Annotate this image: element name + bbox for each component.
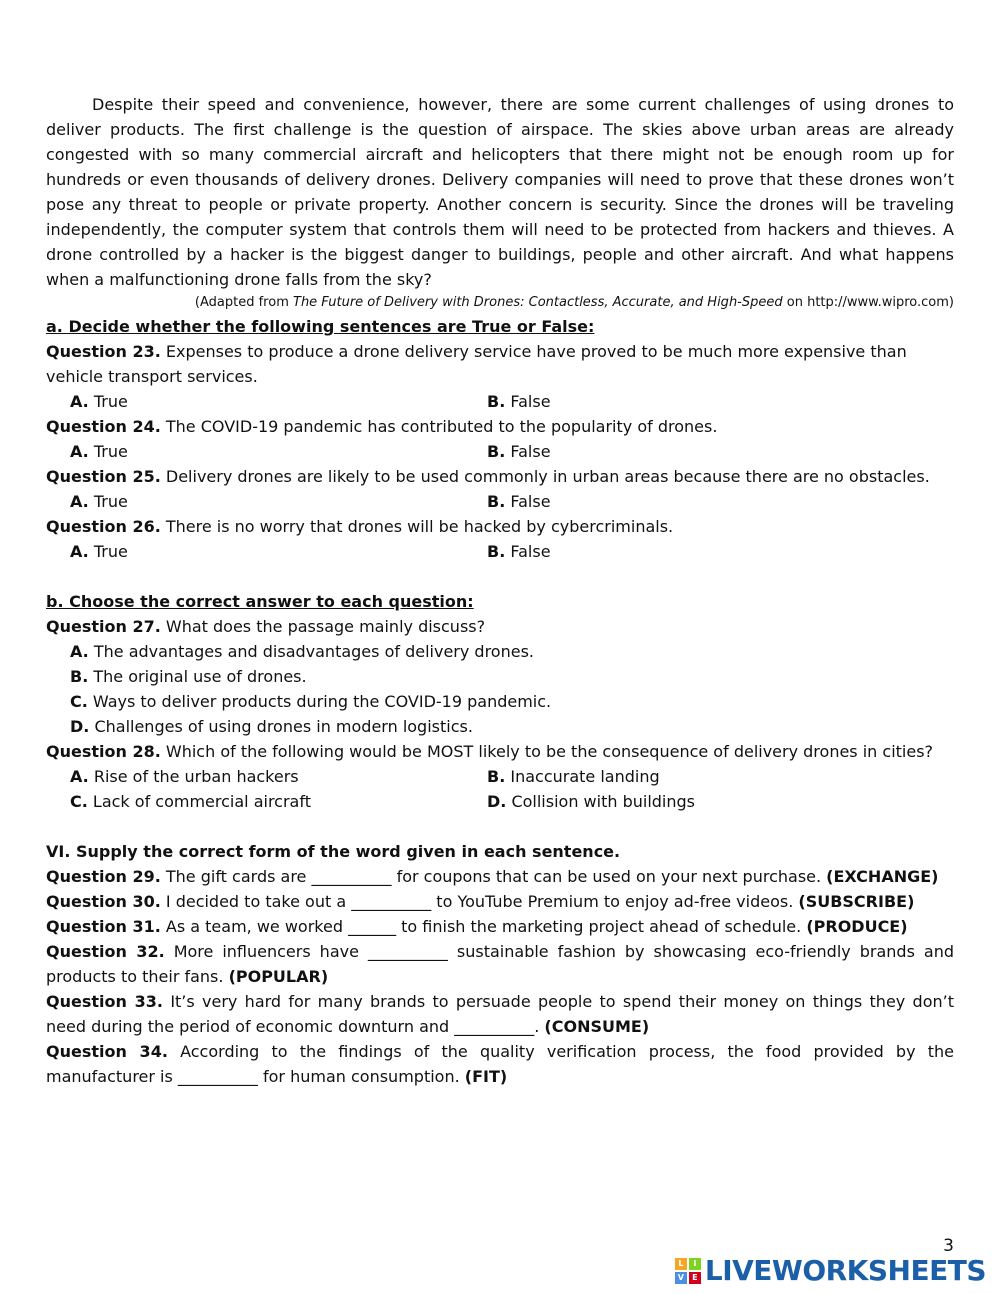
question-text: I decided to take out a __________ to YouTube Premium to enjoy ad-free videos.: [160, 892, 799, 911]
question-34: [46, 1039, 954, 1089]
logo-block: V: [675, 1272, 687, 1284]
logo-blocks-icon: [675, 1258, 701, 1284]
option-text: Collision with buildings: [506, 792, 695, 811]
option-false[interactable]: [463, 439, 880, 464]
question-29: [46, 864, 954, 889]
option-text: True: [88, 442, 128, 461]
question-32: [46, 939, 954, 989]
option-text: False: [505, 542, 551, 561]
section-vi-heading: VI. Supply the correct form of the word given in each sentence.: [46, 842, 621, 861]
section-b-heading: b. Choose the correct answer to each question:: [46, 592, 474, 611]
section-a-heading: a. Decide whether the following sentences are True or False:: [46, 317, 595, 336]
option-label: A.: [70, 542, 89, 561]
option-text: True: [88, 392, 128, 411]
worksheet-page: [46, 92, 954, 1089]
option-true[interactable]: [46, 389, 463, 414]
option-text: Rise of the urban hackers: [88, 767, 299, 786]
question-text: The gift cards are __________ for coupons that can be used on your next purchase.: [160, 867, 827, 886]
option-label: A.: [70, 492, 89, 511]
option-label: A.: [70, 767, 89, 786]
question-text: More influencers have __________ sustainable fashion by showcasing eco-friendly brands and products to their fans.: [46, 942, 954, 986]
option-false[interactable]: [463, 489, 880, 514]
question-28: [46, 739, 954, 764]
option-text: The advantages and disadvantages of delivery drones.: [88, 642, 534, 661]
word-prompt: (FIT): [464, 1067, 508, 1086]
question-24-options: [46, 439, 954, 464]
question-23: [46, 339, 954, 389]
option-d[interactable]: [463, 789, 880, 814]
option-a[interactable]: [46, 764, 463, 789]
question-31: [46, 914, 954, 939]
question-text: Which of the following would be MOST likely to be the consequence of delivery drones in cities?: [160, 742, 934, 761]
question-label: Question 28.: [46, 742, 161, 761]
question-text: As a team, we worked ______ to finish the marketing project ahead of schedule.: [160, 917, 807, 936]
option-b[interactable]: [46, 664, 954, 689]
word-prompt: (CONSUME): [544, 1017, 650, 1036]
question-text: Delivery drones are likely to be used commonly in urban areas because there are no obstacles.: [160, 467, 930, 486]
question-26-options: [46, 539, 954, 564]
question-33: [46, 989, 954, 1039]
question-text: According to the findings of the quality verification process, the food provided by the manufacturer is __________ for human consumption.: [46, 1042, 954, 1086]
option-label: C.: [70, 692, 88, 711]
option-c[interactable]: [46, 689, 954, 714]
question-label: Question 32.: [46, 942, 165, 961]
option-label: D.: [70, 717, 90, 736]
question-label: Question 27.: [46, 617, 161, 636]
question-26: [46, 514, 954, 539]
option-label: C.: [70, 792, 88, 811]
option-a[interactable]: [46, 639, 954, 664]
option-false[interactable]: [463, 389, 880, 414]
question-label: Question 29.: [46, 867, 161, 886]
option-text: True: [88, 492, 128, 511]
source-citation: [46, 292, 954, 314]
option-c[interactable]: [46, 789, 463, 814]
question-text: What does the passage mainly discuss?: [160, 617, 486, 636]
option-text: Inaccurate landing: [505, 767, 660, 786]
option-text: True: [88, 542, 128, 561]
option-label: A.: [70, 442, 89, 461]
option-text: Lack of commercial aircraft: [87, 792, 311, 811]
option-text: False: [505, 392, 551, 411]
question-text: Expenses to produce a drone delivery service have proved to be much more expensive than vehicle transport services.: [46, 342, 907, 386]
option-false[interactable]: [463, 539, 880, 564]
question-25: [46, 464, 954, 489]
option-text: Ways to deliver products during the COVID-19 pandemic.: [87, 692, 552, 711]
source-suffix: on http://www.wipro.com): [782, 295, 954, 310]
question-25-options: [46, 489, 954, 514]
spacer: [46, 814, 954, 839]
option-label: B.: [487, 442, 506, 461]
option-d[interactable]: [46, 714, 954, 739]
logo-block: E: [689, 1272, 701, 1284]
word-prompt: (POPULAR): [228, 967, 329, 986]
option-b[interactable]: [463, 764, 880, 789]
question-text: It’s very hard for many brands to persuade people to spend their money on things they don’t need during the period of economic downturn and __________.: [46, 992, 955, 1036]
question-label: Question 34.: [46, 1042, 168, 1061]
question-30: [46, 889, 954, 914]
spacer: [46, 564, 954, 589]
option-true[interactable]: [46, 439, 463, 464]
question-27: [46, 614, 954, 639]
question-label: Question 24.: [46, 417, 161, 436]
question-label: Question 26.: [46, 517, 161, 536]
logo-block: I: [689, 1258, 701, 1270]
question-label: Question 25.: [46, 467, 161, 486]
option-label: B.: [487, 542, 506, 561]
word-prompt: (EXCHANGE): [826, 867, 939, 886]
question-23-options: [46, 389, 954, 414]
logo-text: LIVEWORKSHEETS: [704, 1254, 986, 1287]
question-label: Question 31.: [46, 917, 161, 936]
question-label: Question 23.: [46, 342, 161, 361]
option-label: B.: [487, 767, 506, 786]
source-prefix: (Adapted from: [194, 295, 293, 310]
question-label: Question 33.: [46, 992, 164, 1011]
question-text: The COVID-19 pandemic has contributed to the popularity of drones.: [160, 417, 718, 436]
option-text: Challenges of using drones in modern logistics.: [89, 717, 473, 736]
option-label: B.: [487, 492, 506, 511]
option-label: A.: [70, 392, 89, 411]
question-text: There is no worry that drones will be hacked by cybercriminals.: [160, 517, 674, 536]
word-prompt: (SUBSCRIBE): [798, 892, 915, 911]
question-28-options-row-2: [46, 789, 954, 814]
option-text: False: [505, 492, 551, 511]
word-prompt: (PRODUCE): [806, 917, 908, 936]
reading-passage: Despite their speed and convenience, however, there are some current challenges of using drones to deliver products. The first challenge is the question of airspace. The skies above urban areas are already congested with so many commercial aircraft and helicopters that there might not be enough room up for hundreds or even thousands of delivery drones. Delivery companies will need to prove that these drones won’t pose any threat to people or private property. Another concern is security. Since the drones will be traveling independently, the computer system that controls them will need to be protected from hackers and thieves. A drone controlled by a hacker is the biggest danger to buildings, people and other aircraft. And what happens when a malfunctioning drone falls from the sky?: [46, 95, 954, 289]
option-label: A.: [70, 642, 89, 661]
option-true[interactable]: [46, 539, 463, 564]
source-title: The Future of Delivery with Drones: Contactless, Accurate, and High-Speed: [293, 295, 783, 310]
liveworksheets-logo[interactable]: [675, 1254, 986, 1287]
option-label: B.: [70, 667, 89, 686]
option-label: B.: [487, 392, 506, 411]
option-label: D.: [487, 792, 507, 811]
question-28-options-row-1: [46, 764, 954, 789]
option-text: The original use of drones.: [88, 667, 307, 686]
logo-block: L: [675, 1258, 687, 1270]
question-label: Question 30.: [46, 892, 161, 911]
option-text: False: [505, 442, 551, 461]
option-true[interactable]: [46, 489, 463, 514]
question-24: [46, 414, 954, 439]
page-number: 3: [943, 1236, 954, 1256]
